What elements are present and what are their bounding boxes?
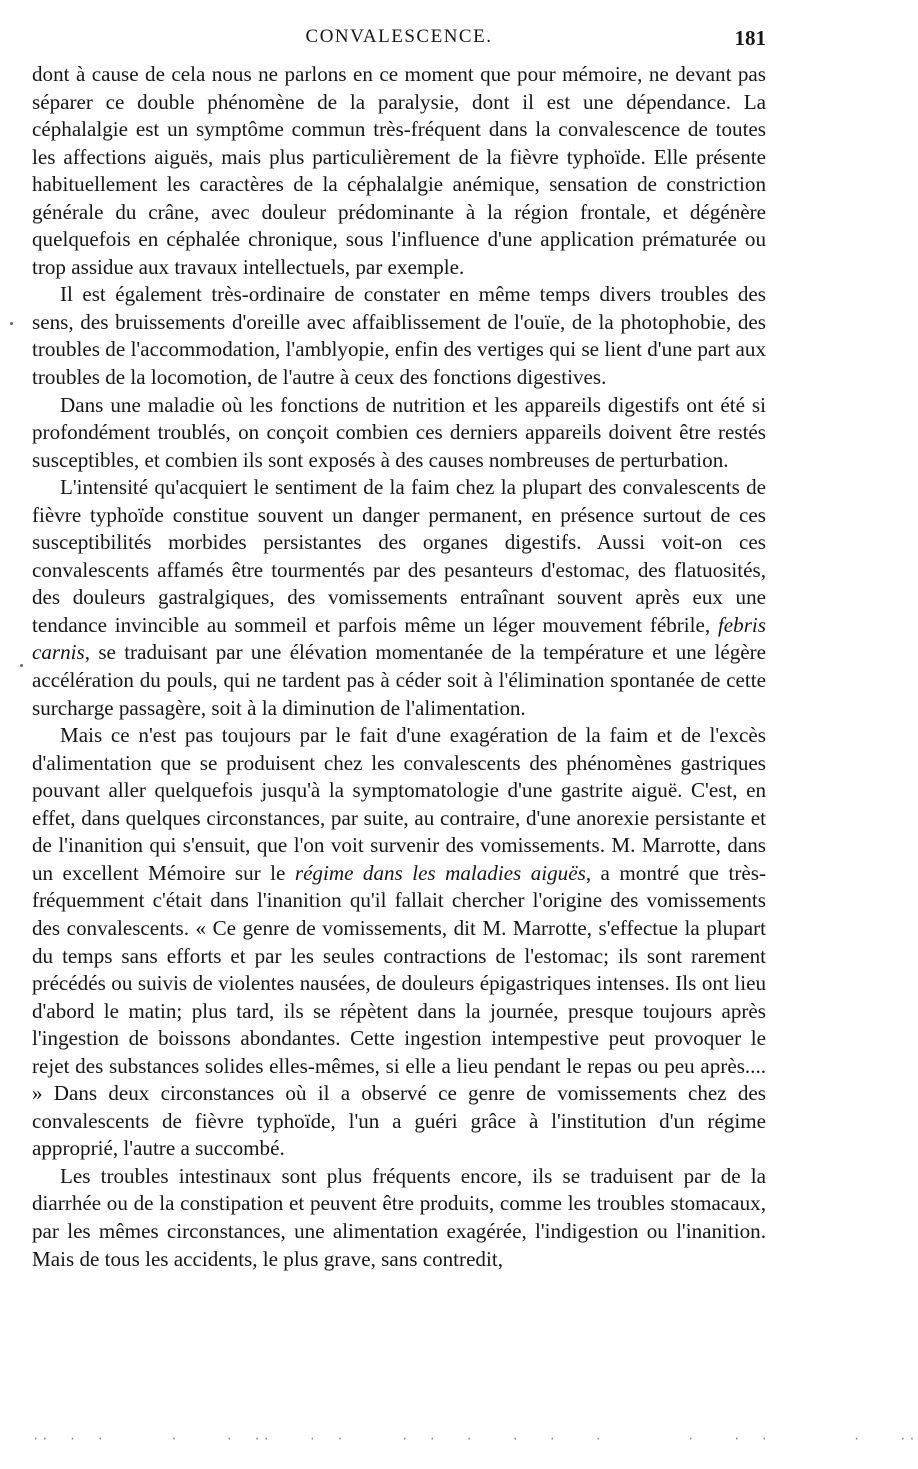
paragraph-4 bbox=[32, 474, 766, 722]
paragraph-6: Les troubles intestinaux sont plus fréquents encore, ils se traduisent par de la diarrhée ou de la constipation et peuvent être produits, comme les troubles stomacaux, par les mêmes circonstances, une alimentation exagérée, l'indigestion ou l'inanition. Mais de tous les accidents, le plus grave, sans contredit, bbox=[32, 1163, 766, 1271]
bottom-bleed-marks: ·· · · · · ·· · · · · · · · · · · · · ·· bbox=[32, 1432, 918, 1446]
running-head: CONVALESCENCE. bbox=[305, 26, 493, 47]
page-number: 181 bbox=[734, 26, 766, 50]
body-text bbox=[32, 61, 766, 1273]
margin-speck bbox=[10, 322, 13, 325]
page-header bbox=[32, 26, 766, 60]
paragraph-1: dont à cause de cela nous ne parlons en ce moment que pour mémoire, ne devant pas séparer ce double phénomène de la paralysie, dont il est une dépendance. La céphalalgie est un symptôme commun très-fréquent dans la convalescence de toutes les affections aiguës, mais plus particulièrement de la fièvre typhoïde. Elle présente habituellement les caractères de la céphalalgie anémique, sensation de constriction générale du crâne, avec douleur prédominante à la région frontale, et dégénère quelquefois en céphalée chronique, sous l'influence d'une application prématurée ou trop assidue aux travaux intellectuels, par exemple. bbox=[32, 62, 766, 279]
paragraph-4-text-a: L'intensité qu'acquiert le sentiment de la faim chez la plupart des convalescents de fièvre typhoïde constitue souvent un danger permanent, en présence surtout de ces susceptibilités morbides persistantes des organes digestifs. Aussi voit-on ces convalescents affamés être tourmentés par des pesanteurs d'estomac, des flatuosités, des douleurs gastralgiques, des vomissements entraînant souvent après eux une tendance invincible au sommeil et parfois même un léger mouvement fébrile, bbox=[32, 475, 766, 637]
paragraph-3: Dans une maladie où les fonctions de nutrition et les appareils digestifs ont été si profondément troublés, on conçoit combien ces derniers appareils doivent être restés susceptibles, et combien ils sont exposés à des causes nombreuses de perturbation. bbox=[32, 392, 766, 472]
paragraph-5-text-b: , a montré que très-fréquemment c'était dans l'inanition qu'il fallait chercher l'origine des vomissements des convalescents. « Ce genre de vomissements, dit M. Marrotte, s'effectue la plupart du temps sans efforts et par les seules contractions de l'estomac; ils sont rarement précédés ou suivis de violentes nausées, de douleurs épigastriques intenses. Ils ont lieu d'abord le matin; plus tard, ils se répètent dans la journée, presque toujours après l'ingestion de boissons abondantes. Cette ingestion intempestive peut provoquer le rejet des substances solides elles-mêmes, si elle a lieu pendant le repas ou peu après.... » Dans deux circonstances où il a observé ce genre de vomissements chez des convalescents de fièvre typhoïde, l'un a guéri grâce à l'institution d'un régime approprié, l'autre a succombé. bbox=[32, 860, 766, 1161]
paragraph-5 bbox=[32, 722, 766, 1163]
paragraph-4-italic-term: febris carnis bbox=[32, 612, 766, 665]
paragraph-5-text-a: Mais ce n'est pas toujours par le fait d'une exagération de la faim et de l'excès d'alimentation que se produisent chez les convalescents des phénomènes gastriques pouvant aller quelquefois jusqu'à la symptomatologie d'une gastrite aiguë. C'est, en effet, dans quelques circonstances, par suite, au contraire, d'une anorexie persistante et de l'inanition qui s'ensuit, que l'on voit survenir des vomissements. M. Marrotte, dans un excellent Mémoire sur le bbox=[32, 723, 766, 885]
margin-speck bbox=[20, 664, 23, 667]
paragraph-5-italic-title: régime dans les maladies aiguës bbox=[294, 860, 586, 885]
paragraph-2: Il est également très-ordinaire de constater en même temps divers troubles des sens, des bruissements d'oreille avec affaiblissement de l'ouïe, de la photophobie, des troubles de l'accommodation, l'amblyopie, enfin des vertiges qui se lient d'une part aux troubles de la locomotion, de l'autre à ceux des fonctions digestives. bbox=[32, 282, 766, 390]
paragraph-4-text-b: , se traduisant par une élévation momentanée de la température et une légère accélération du pouls, qui ne tardent pas à céder soit à l'élimination spontanée de cette surcharge passagère, soit à la diminution de l'alimentation. bbox=[32, 640, 766, 720]
